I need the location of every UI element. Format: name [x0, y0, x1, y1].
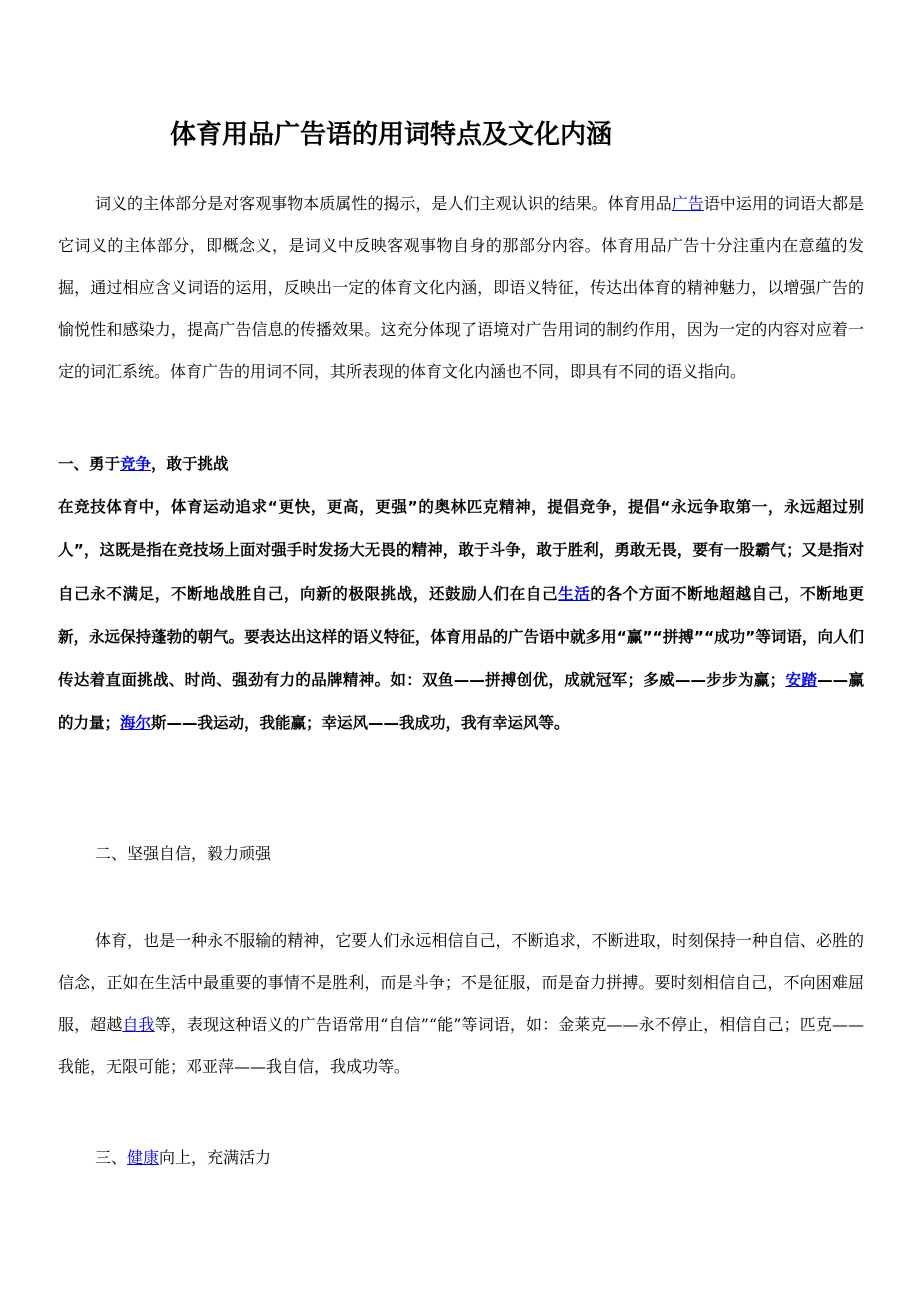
section-2-paragraph [58, 920, 864, 1088]
intro-paragraph [58, 183, 864, 393]
link-ziwo[interactable]: 自我 [122, 1015, 155, 1034]
link-anta[interactable]: 安踏 [785, 671, 818, 690]
section-1-text-b: 的各个方面不断地超越自己，不断地更新，永远保持蓬勃的朝气。要表达出这样的语义特征，体育用品的广告语中就多用“赢”“拼搏”“成功”等词语，向人们传达着直面挑战、时尚、强劲有力的品牌精神。如：双鱼——拼搏创优，成就冠军；多威——步步为赢； [58, 584, 864, 690]
link-jiankang[interactable]: 健康 [127, 1148, 160, 1167]
intro-text-b: 语中运用的词语大都是它词义的主体部分，即概念义，是词义中反映客观事物自身的那部分内容。体育用品广告十分注重内在意蕴的发掘，通过相应含义词语的运用，反映出一定的体育文化内涵，即语义特征，传达出体育的精神魅力，以增强广告的愉悦性和感染力，提高广告信息的传播效果。这充分体现了语境对广告用词的制约作用，因为一定的内容对应着一定的词汇系统。体育广告的用词不同，其所表现的体育文化内涵也不同，即具有不同的语义指向。 [58, 194, 864, 381]
heading-1-text-b: ，敢于挑战 [151, 455, 229, 473]
link-haier[interactable]: 海尔 [120, 714, 152, 733]
section-1-text-c: ——赢的力量； [58, 671, 864, 733]
heading-3-text-a: 三、 [95, 1148, 128, 1167]
document-title: 体育用品广告语的用词特点及文化内涵 [170, 120, 613, 150]
link-jingzheng[interactable]: 竞争 [120, 455, 152, 473]
section-1-text-a: 在竞技体育中，体育运动追求“更快，更高，更强”的奥林匹克精神，提倡竞争，提倡“永远争取第一，永远超过别人”，这既是指在竞技场上面对强手时发扬大无畏的精神，敢于斗争，敢于胜利，勇敢无畏，要有一股霸气；又是指对自己永不满足，不断地战胜自己，向新的极限挑战，还鼓励人们在自己 [58, 498, 864, 603]
intro-text-a: 词义的主体部分是对客观事物本质属性的揭示，是人们主观认识的结果。体育用品 [95, 194, 672, 213]
section-1-text-d: 斯——我运动，我能赢；幸运风——我成功，我有幸运风等。 [151, 714, 570, 733]
section-heading-2: 二、坚强自信，毅力顽强 [95, 844, 272, 863]
heading-1-text-a: 一、勇于 [58, 455, 121, 473]
section-heading-3 [95, 1137, 271, 1179]
section-heading-1 [58, 443, 864, 485]
section-1-paragraph [58, 486, 864, 746]
heading-3-text-b: 向上，充满活力 [159, 1148, 272, 1167]
section-2-text-b: 等，表现这种语义的广告语常用“自信”“能”等词语，如：金莱克——永不停止，相信自己；匹克——我能，无限可能；邓亚萍——我自信，我成功等。 [58, 1015, 864, 1076]
link-shenghuo[interactable]: 生活 [558, 584, 591, 603]
link-guanggao[interactable]: 广告 [671, 194, 704, 213]
section-2-text-a: 体育，也是一种永不服输的精神，它要人们永远相信自己，不断追求，不断进取，时刻保持一种自信、必胜的信念，正如在生活中最重要的事情不是胜利，而是斗争；不是征服，而是奋力拼搏。要时刻相信自己，不向困难屈服，超越 [58, 931, 864, 1034]
